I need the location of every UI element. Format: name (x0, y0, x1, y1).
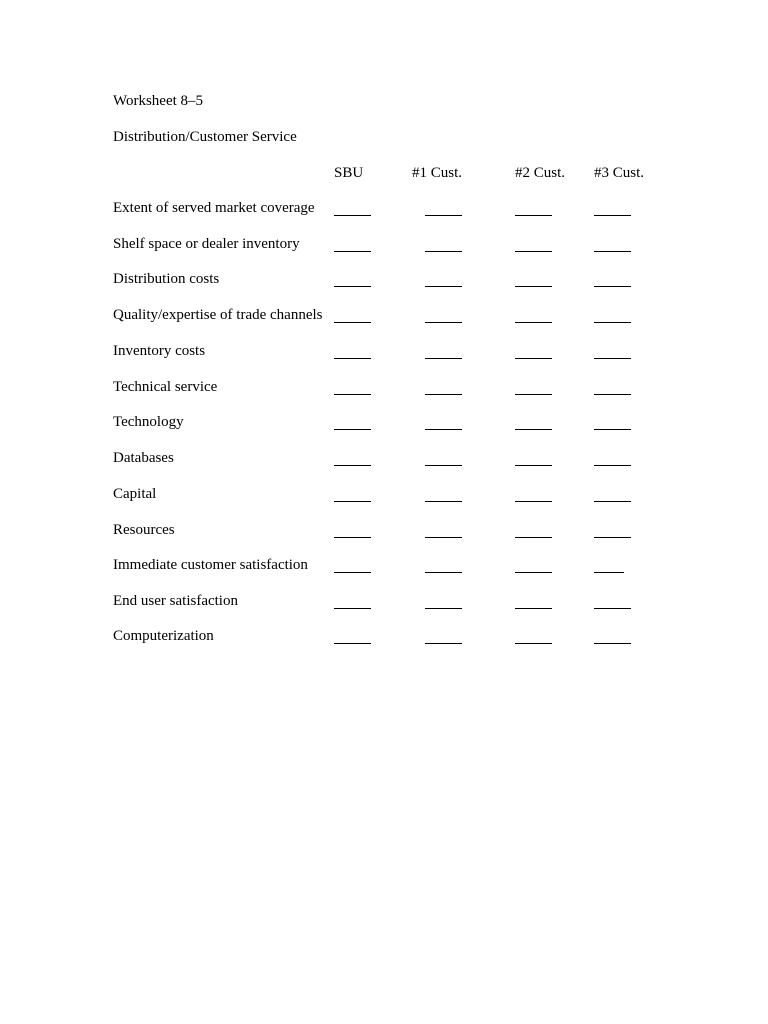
answer-blank-cust-2[interactable] (515, 394, 552, 395)
row-label: Quality/expertise of trade channels (113, 307, 323, 323)
answer-blank-sbu[interactable] (334, 215, 371, 216)
row-label: Inventory costs (113, 343, 206, 359)
answer-blank-sbu[interactable] (334, 286, 371, 287)
row-label: Shelf space or dealer inventory (113, 236, 300, 252)
answer-blank-sbu[interactable] (334, 572, 371, 573)
row-label: Databases (113, 450, 174, 466)
answer-blank-cust-1[interactable] (425, 358, 462, 359)
answer-blank-cust-2[interactable] (515, 537, 552, 538)
row-label: Capital (113, 486, 157, 502)
column-header-sbu: SBU (334, 165, 364, 181)
answer-blank-cust-2[interactable] (515, 286, 552, 287)
answer-blank-cust-3[interactable] (594, 501, 631, 502)
answer-blank-cust-2[interactable] (515, 501, 552, 502)
worksheet-row (0, 343, 768, 367)
answer-blank-cust-3[interactable] (594, 465, 631, 466)
answer-blank-sbu[interactable] (334, 501, 371, 502)
row-label: Distribution costs (113, 271, 220, 287)
worksheet-row (0, 486, 768, 510)
answer-blank-cust-1[interactable] (425, 537, 462, 538)
answer-blank-sbu[interactable] (334, 465, 371, 466)
answer-blank-cust-1[interactable] (425, 394, 462, 395)
answer-blank-cust-3[interactable] (594, 394, 631, 395)
answer-blank-cust-2[interactable] (515, 465, 552, 466)
row-label: End user satisfaction (113, 593, 238, 609)
answer-blank-sbu[interactable] (334, 643, 371, 644)
answer-blank-cust-3[interactable] (594, 537, 631, 538)
answer-blank-cust-3[interactable] (594, 608, 631, 609)
answer-blank-cust-3[interactable] (594, 572, 624, 573)
answer-blank-sbu[interactable] (334, 394, 371, 395)
worksheet-row (0, 271, 768, 295)
worksheet-row (0, 628, 768, 652)
column-header-cust-1: #1 Cust. (412, 165, 463, 181)
row-label: Resources (113, 522, 175, 538)
worksheet-row (0, 307, 768, 331)
answer-blank-cust-1[interactable] (425, 322, 462, 323)
worksheet-row (0, 593, 768, 617)
answer-blank-cust-3[interactable] (594, 643, 631, 644)
answer-blank-cust-2[interactable] (515, 643, 552, 644)
column-header-cust-3: #3 Cust. (594, 165, 645, 181)
worksheet-subtitle: Distribution/Customer Service (113, 129, 297, 145)
answer-blank-cust-1[interactable] (425, 572, 462, 573)
answer-blank-cust-2[interactable] (515, 215, 552, 216)
answer-blank-cust-3[interactable] (594, 429, 631, 430)
row-label: Extent of served market coverage (113, 200, 315, 216)
worksheet-row (0, 522, 768, 546)
row-label: Technology (113, 414, 184, 430)
answer-blank-cust-1[interactable] (425, 501, 462, 502)
worksheet-row (0, 200, 768, 224)
row-label: Computerization (113, 628, 214, 644)
answer-blank-cust-1[interactable] (425, 215, 462, 216)
worksheet-row (0, 236, 768, 260)
answer-blank-sbu[interactable] (334, 429, 371, 430)
answer-blank-cust-3[interactable] (594, 251, 631, 252)
answer-blank-sbu[interactable] (334, 251, 371, 252)
row-label: Technical service (113, 379, 218, 395)
row-label: Immediate customer satisfaction (113, 557, 308, 573)
answer-blank-cust-1[interactable] (425, 643, 462, 644)
answer-blank-cust-2[interactable] (515, 358, 552, 359)
answer-blank-cust-1[interactable] (425, 251, 462, 252)
answer-blank-cust-2[interactable] (515, 429, 552, 430)
answer-blank-cust-3[interactable] (594, 215, 631, 216)
answer-blank-cust-2[interactable] (515, 322, 552, 323)
answer-blank-sbu[interactable] (334, 537, 371, 538)
answer-blank-cust-1[interactable] (425, 286, 462, 287)
answer-blank-sbu[interactable] (334, 322, 371, 323)
worksheet-row (0, 414, 768, 438)
answer-blank-cust-2[interactable] (515, 572, 552, 573)
answer-blank-sbu[interactable] (334, 608, 371, 609)
answer-blank-cust-1[interactable] (425, 608, 462, 609)
answer-blank-cust-3[interactable] (594, 286, 631, 287)
answer-blank-cust-1[interactable] (425, 429, 462, 430)
answer-blank-cust-3[interactable] (594, 322, 631, 323)
worksheet-row (0, 557, 768, 581)
answer-blank-cust-2[interactable] (515, 608, 552, 609)
answer-blank-cust-2[interactable] (515, 251, 552, 252)
answer-blank-sbu[interactable] (334, 358, 371, 359)
worksheet-title: Worksheet 8–5 (113, 93, 204, 109)
worksheet-row (0, 450, 768, 474)
answer-blank-cust-1[interactable] (425, 465, 462, 466)
answer-blank-cust-3[interactable] (594, 358, 631, 359)
column-header-cust-2: #2 Cust. (515, 165, 566, 181)
worksheet-row (0, 379, 768, 403)
